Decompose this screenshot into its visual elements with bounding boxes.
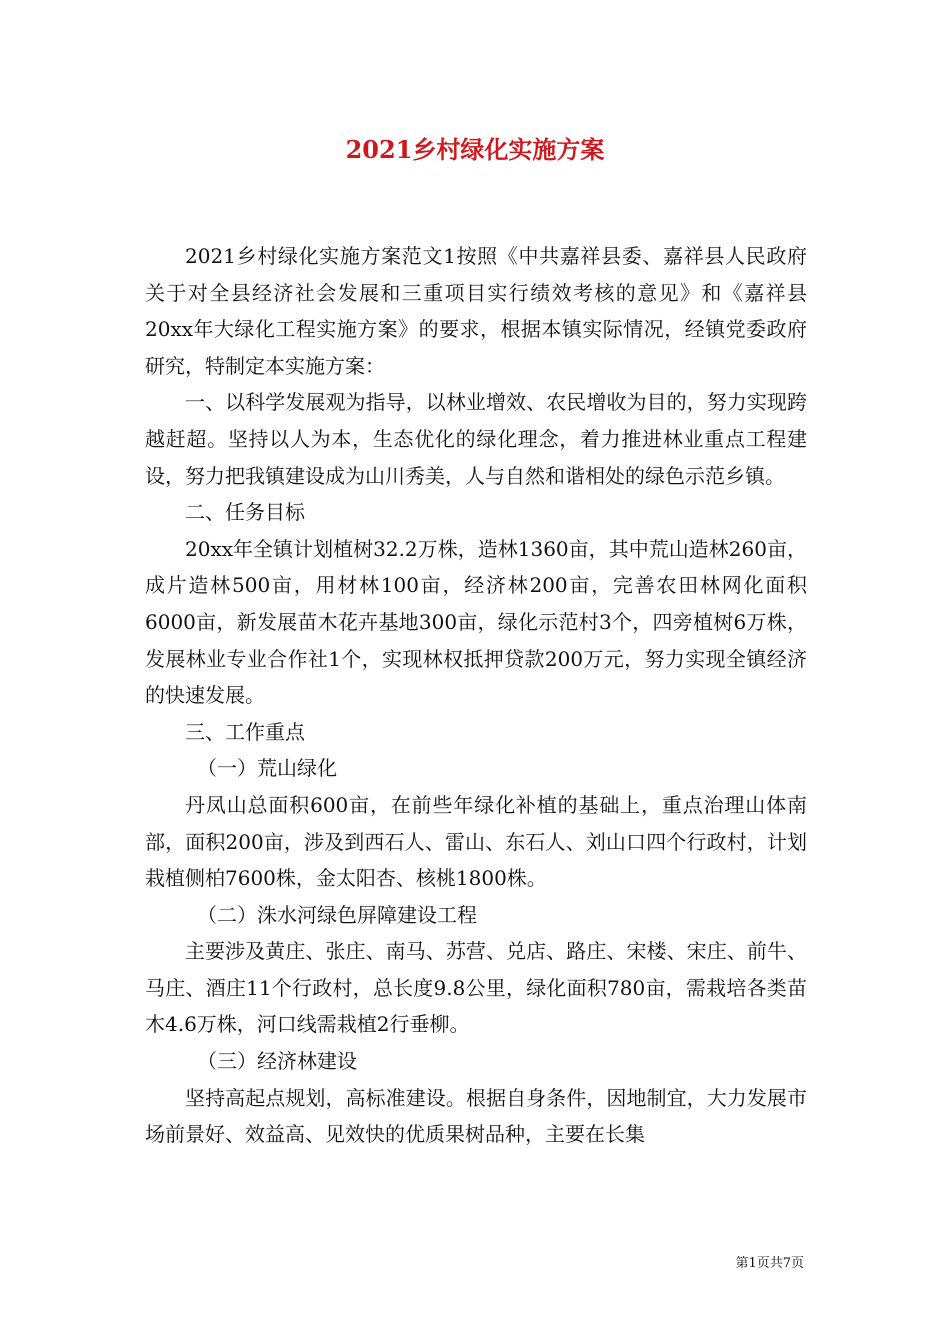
subheading-river-barrier: （二）洙水河绿色屏障建设工程 [197, 902, 477, 927]
paragraph-intro: 2021乡村绿化实施方案范文1按照《中共嘉祥县委、嘉祥县人民政府关于对全县经济社会发展和三重项目实行绩效考核的意见》和《嘉祥县20xx年大绿化工程实施方案》的要求，根据本镇实际情况，经镇党委政府研究，特制定本实施方案： [145, 244, 807, 378]
heading-work-focus: 三、工作重点 [185, 719, 305, 744]
document-title: 2021乡村绿化实施方案 [345, 135, 605, 164]
subheading-economic-forest: （三）经济林建设 [197, 1049, 357, 1074]
paragraph-economic-forest: 坚持高起点规划，高标准建设。根据自身条件，因地制宜，大力发展市场前景好、效益高、见效快的优质果树品种，主要在长集 [145, 1085, 807, 1147]
subheading-barren-hill: （一）荒山绿化 [197, 756, 337, 781]
paragraph-river-barrier: 主要涉及黄庄、张庄、南马、苏营、兑店、路庄、宋楼、宋庄、前牛、马庄、酒庄11个行政村，总长度9.8公里，绿化面积780亩，需栽培各类苗木4.6万株，河口线需栽植2行垂柳。 [145, 939, 807, 1037]
paragraph-barren-hill: 丹凤山总面积600亩，在前些年绿化补植的基础上，重点治理山体南部，面积200亩，涉及到西石人、雷山、东石人、刘山口四个行政村，计划栽植侧柏7600株，金太阳杏、核桃1800株。 [145, 792, 807, 891]
page-number: 第1页共7页 [735, 1256, 804, 1271]
document-body [145, 238, 807, 1153]
paragraph-task-goals: 20xx年全镇计划植树32.2万株，造林1360亩，其中荒山造林260亩，成片造林500亩，用材林100亩，经济林200亩，完善农田林网化面积6000亩，新发展苗木花卉基地300亩，绿化示范村3个，四旁植树6万株，发展林业专业合作社1个，实现林权抵押贷款200万元，努力实现全镇经济的快速发展。 [145, 536, 807, 708]
paragraph-guideline: 一、以科学发展观为指导，以林业增效、农民增收为目的，努力实现跨越赶超。坚持以人为本，生态优化的绿化理念，着力推进林业重点工程建设，努力把我镇建设成为山川秀美，人与自然和谐相处的绿色示范乡镇。 [145, 390, 807, 488]
heading-task-goals: 二、任务目标 [185, 500, 305, 525]
